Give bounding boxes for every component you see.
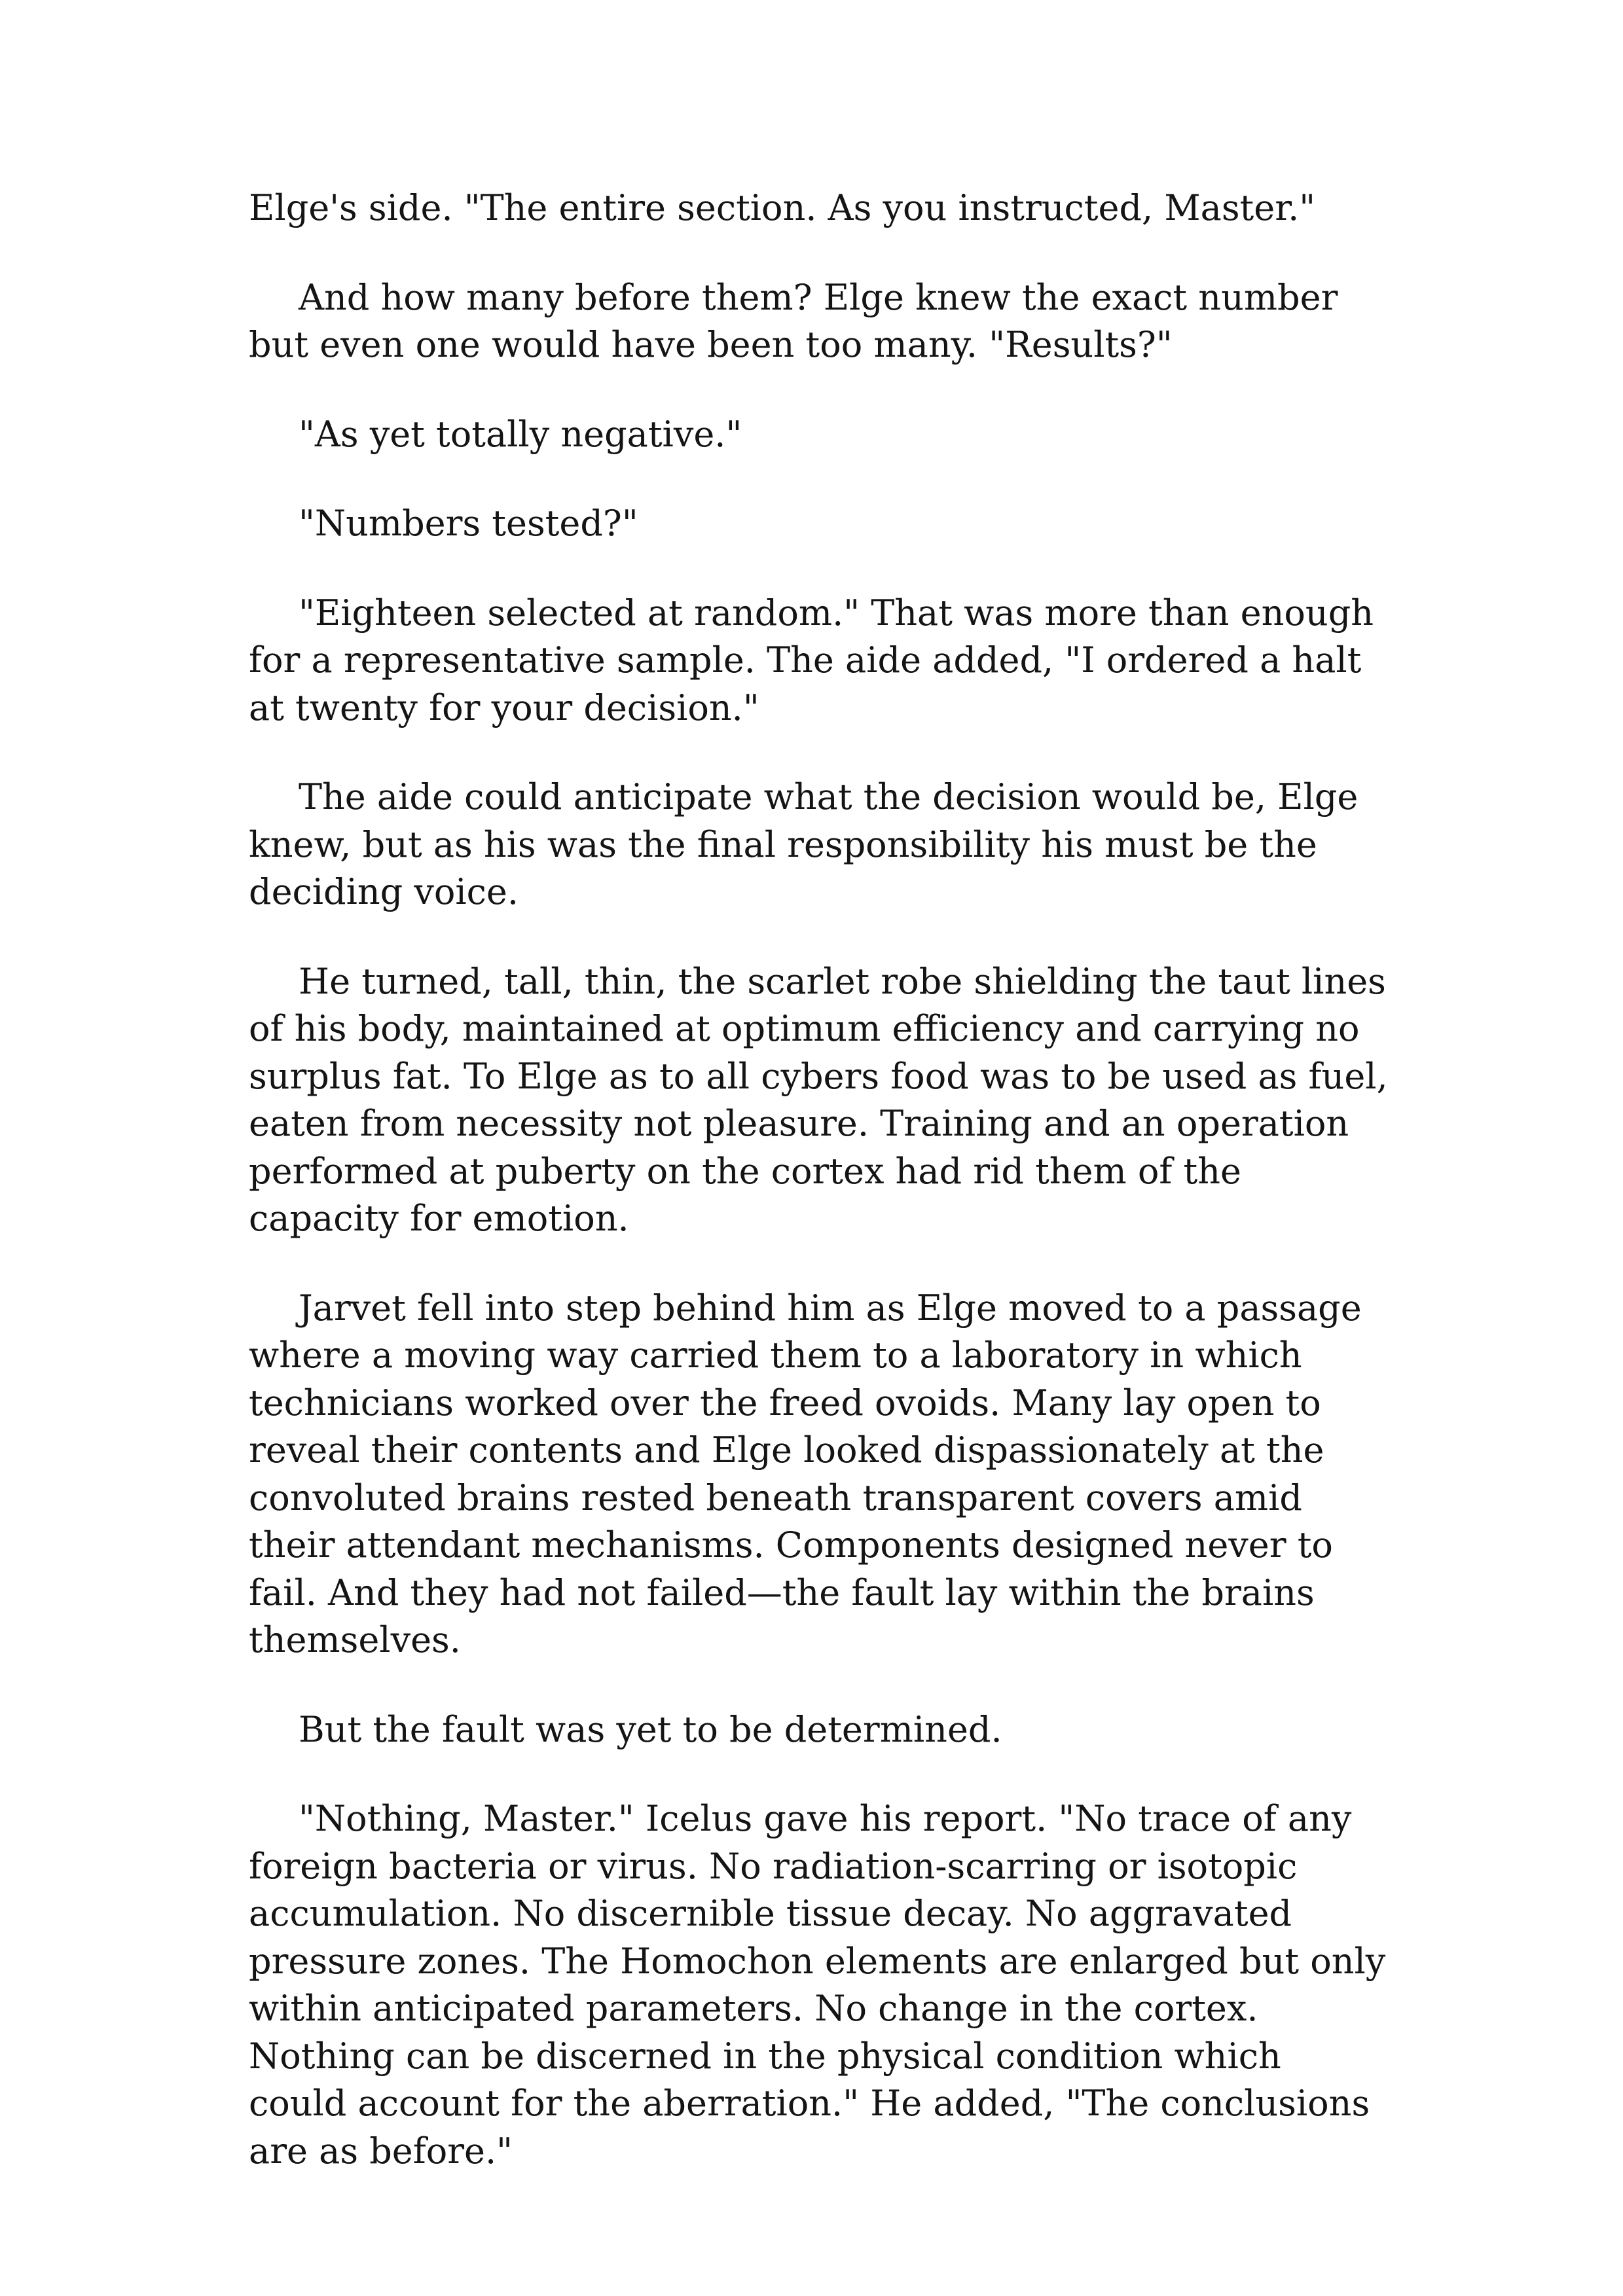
paragraph: The aide could anticipate what the decision would be, Elge knew, but as his was the final responsibility his must be the deciding voice. (249, 776, 1359, 912)
paragraph: "As yet totally negative." (299, 413, 742, 455)
paragraph: But the fault was yet to be determined. (299, 1708, 1002, 1750)
paragraph: Elge's side. "The entire section. As you instructed, Master." (249, 187, 1316, 228)
paragraph: He turned, tall, thin, the scarlet robe shielding the taut lines of his body, maintained at optimum efficiency and carrying no surplus fat. To Elge as to all cybers food was to be used as fuel, eaten from necessity not pleasure. Training and an operation performed at puberty on the cortex had rid them of the capacity for emotion. (249, 960, 1388, 1239)
paragraph: And how many before them? Elge knew the exact number but even one would have been too many. "Results?" (249, 276, 1338, 365)
paragraph: "Eighteen selected at random." That was more than enough for a representative sample. The aide added, "I ordered a halt at twenty for your decision." (249, 592, 1374, 728)
paragraph: "Nothing, Master." Icelus gave his report. "No trace of any foreign bacteria or virus. No radiation-scarring or isotopic accumulation. No discernible tissue decay. No aggravated pressure zones. The Homochon elements are enlarged but only within anticipated parameters. No change in the cortex. Nothing can be discerned in the physical condition which could account for the aberration." He added, "The conclusions are as before." (249, 1798, 1386, 2172)
paragraph: Jarvet fell into step behind him as Elge moved to a passage where a moving way carried them to a laboratory in which technicians worked over the freed ovoids. Many lay open to reveal their contents and Elge looked dispassionately at the convoluted brains rested beneath transparent covers amid their attendant mechanisms. Components designed never to fail. And they had not failed—the fault lay within the brains themselves. (249, 1287, 1362, 1660)
book-page (249, 185, 1388, 2217)
paragraph: "Numbers tested?" (299, 503, 638, 544)
